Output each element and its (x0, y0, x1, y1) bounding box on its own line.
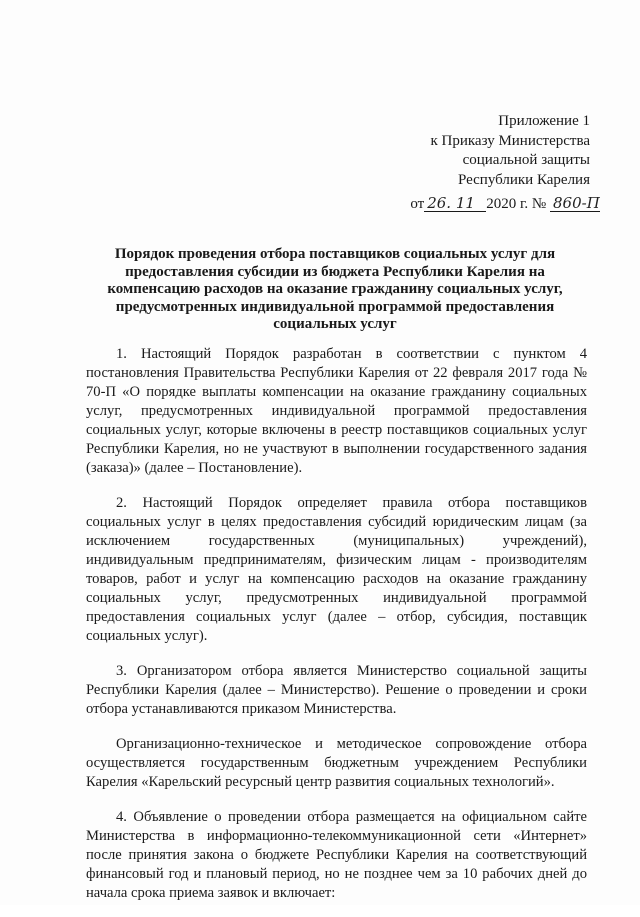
document-title: Порядок проведения отбора поставщиков социальных услуг для предоставления субсидии из бюджета Республики Карелия на компенсацию расходов на оказание гражданину социальных услуг, предусмотренных индивидуальной программой предоставления социальных услуг (107, 246, 563, 332)
paragraph: 2. Настоящий Порядок определяет правила отбора поставщиков социальных услуг в целях предоставления субсидий юридическим лицам (за исключением государственных (муниципальных) учреждений), индивидуальным предпринимателям, физическим лицам - производителям товаров, работ и услуг на компенсацию расходов на оказание гражданину социальных услуг, предусмотренных индивидуальной программой предоставления социальных услуг (далее – отбор, субсидия, поставщик социальных услуг). (86, 495, 587, 644)
date-prefix: от (410, 196, 425, 212)
appendix-line: Республики Карелия (457, 171, 590, 188)
document-body (86, 345, 587, 917)
order-date-line (410, 196, 600, 213)
handwritten-order-number: 860-П (550, 196, 600, 212)
date-year: 2020 г. № (486, 196, 547, 212)
paragraph: 3. Организатором отбора является Министерство социальной защиты Республики Карелия (далее – Министерство). Решение о проведении и сроки отбора устанавливаются приказом Министерства. (86, 663, 587, 717)
handwritten-date: 26. 11 (424, 196, 486, 212)
appendix-line: Приложение 1 (498, 113, 590, 129)
paragraph: 1. Настоящий Порядок разработан в соответствии с пунктом 4 постановления Правительства Республики Карелия от 22 февраля 2017 года № 70-П «О порядке выплаты компенсации на оказание гражданину социальных услуг, предусмотренных индивидуальной программой предоставления социальных услуг, которые включены в реестр поставщиков социальных услуг Республики Карелия, но не участвуют в выполнении государственного задания (заказа)» (далее – Постановление). (86, 346, 587, 476)
appendix-line: социальной защиты (462, 152, 590, 168)
paragraph: 4. Объявление о проведении отбора размещается на официальном сайте Министерства в информационно-телекоммуникационной сети «Интернет» после принятия закона о бюджете Республики Карелия на соответствующий финансовый год и плановый период, но не позднее чем за 10 рабочих дней до начала срока приема заявок и включает: (86, 809, 587, 901)
appendix-block (430, 112, 590, 190)
paragraph: Организационно-техническое и методическое сопровождение отбора осуществляется государственным бюджетным учреждением Республики Карелия «Карельский ресурсный центр развития социальных технологий». (86, 736, 587, 790)
appendix-line: к Приказу Министерства (430, 132, 590, 149)
